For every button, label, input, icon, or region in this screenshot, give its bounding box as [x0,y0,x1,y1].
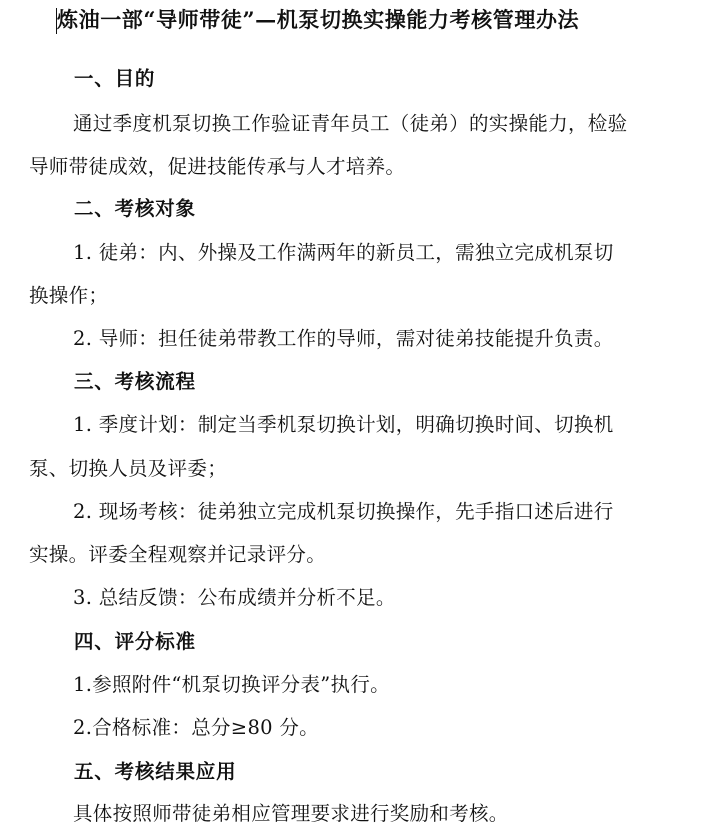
section-heading-results: 五、考核结果应用 [74,760,237,783]
section-heading-process: 三、考核流程 [74,370,196,393]
document-title: 炼油一部“导师带徒”—机泵切换实操能力考核管理办法 [57,7,580,32]
process-item-1-line-2: 泵、切换人员及评委； [29,457,228,480]
section-heading-purpose: 一、目的 [74,67,156,90]
process-item-2-line-1: 2. 现场考核：徒弟独立完成机泵切换操作，先手指口述后进行 [73,500,614,523]
purpose-paragraph-line-2: 导师带徒成效，促进技能传承与人才培养。 [29,155,406,178]
criteria-item-2: 2.合格标准：总分≥80 分。 [73,716,319,739]
process-item-1-line-1: 1. 季度计划：制定当季机泵切换计划，明确切换时间、切换机 [73,413,614,436]
targets-item-1-line-2: 换操作； [29,284,109,307]
section-heading-criteria: 四、评分标准 [74,630,196,653]
results-paragraph: 具体按照师带徒弟相应管理要求进行奖励和考核。 [73,802,509,825]
process-item-2-line-2: 实操。评委全程观察并记录评分。 [29,543,327,566]
process-item-3: 3. 总结反馈：公布成绩并分析不足。 [73,586,396,609]
criteria-item-1: 1.参照附件“机泵切换评分表”执行。 [73,673,390,696]
targets-item-1-line-1: 1. 徒弟：内、外操及工作满两年的新员工，需独立完成机泵切 [73,241,614,264]
purpose-paragraph-line-1: 通过季度机泵切换工作验证青年员工（徒弟）的实操能力，检验 [73,112,628,135]
targets-item-2: 2. 导师：担任徒弟带教工作的导师，需对徒弟技能提升负责。 [73,327,614,350]
section-heading-targets: 二、考核对象 [74,197,196,220]
